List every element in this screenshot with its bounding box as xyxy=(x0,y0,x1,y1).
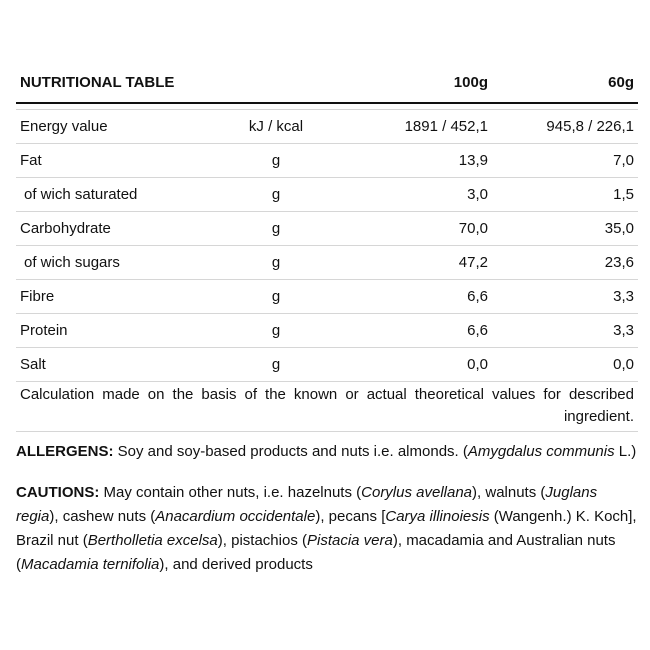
nutrient-name: of wich saturated xyxy=(24,186,138,203)
table-row-energy xyxy=(16,110,638,144)
table-header xyxy=(16,64,638,104)
cautions-statement xyxy=(16,481,638,577)
value-per-60g: 0,0 xyxy=(613,356,634,373)
nutrient-name: Fibre xyxy=(20,288,55,305)
table-row-carbohydrate xyxy=(16,212,638,246)
nutrient-unit: g xyxy=(271,322,281,339)
table-row-saturated xyxy=(16,178,638,212)
nutrient-name: Salt xyxy=(20,356,46,373)
species-walnut: Juglans regia xyxy=(16,484,598,525)
table-row-protein xyxy=(16,314,638,348)
allergens-text-end: L.) xyxy=(614,443,637,460)
nutrient-unit: g xyxy=(271,186,281,203)
value-per-60g: 7,0 xyxy=(613,152,634,169)
value-per-60g: 945,8 / 226,1 xyxy=(546,118,634,135)
nutrient-name: Energy value xyxy=(20,118,108,135)
cautions-text: (Wangenh.) K. Koch], Brazil nut ( xyxy=(16,508,637,549)
value-per-60g: 1,5 xyxy=(613,186,634,203)
allergens-statement xyxy=(16,440,638,464)
calculation-note: Calculation made on the basis of the known or actual theoretical values for described ingredient. xyxy=(16,382,638,432)
value-per-100g: 47,2 xyxy=(458,254,488,271)
value-per-100g: 1891 / 452,1 xyxy=(404,118,488,135)
cautions-text: ), pecans [ xyxy=(315,508,386,525)
value-per-100g: 70,0 xyxy=(458,220,488,237)
cautions-text: May contain other nuts, i.e. hazelnuts ( xyxy=(99,484,362,501)
value-per-100g: 0,0 xyxy=(467,356,488,373)
cautions-text-end: ), and derived products xyxy=(159,556,313,573)
table-row-fibre xyxy=(16,280,638,314)
nutrient-unit: g xyxy=(271,356,281,373)
nutrient-unit: g xyxy=(271,288,281,305)
allergens-text: Soy and soy-based products and nuts i.e. almonds. ( xyxy=(113,443,468,460)
table-row-fat xyxy=(16,144,638,178)
column-header-60g: 60g xyxy=(608,74,634,91)
species-cashew: Anacardium occidentale xyxy=(155,508,316,525)
cautions-text: ), macadamia and Australian nuts ( xyxy=(16,532,616,573)
species-pecan: Carya illinoiesis xyxy=(385,508,490,525)
nutrient-name: Fat xyxy=(20,152,42,169)
table-row-salt xyxy=(16,348,638,382)
species-brazil-nut: Bertholletia excelsa xyxy=(87,532,218,549)
table-row-sugars xyxy=(16,246,638,280)
value-per-60g: 3,3 xyxy=(613,288,634,305)
species-hazelnut: Corylus avellana xyxy=(361,484,473,501)
nutrition-sheet xyxy=(16,64,638,577)
nutrient-unit: g xyxy=(271,254,281,271)
allergens-species: Amygdalus communis xyxy=(467,443,615,460)
value-per-100g: 13,9 xyxy=(458,152,488,169)
column-header-100g: 100g xyxy=(453,74,488,91)
cautions-label: CAUTIONS: xyxy=(16,484,100,501)
nutrient-name: Carbohydrate xyxy=(20,220,111,237)
cautions-text: ), cashew nuts ( xyxy=(49,508,156,525)
nutrient-unit: kJ / kcal xyxy=(248,118,304,135)
cautions-text: ), walnuts ( xyxy=(472,484,546,501)
cautions-text: ), pistachios ( xyxy=(217,532,307,549)
value-per-60g: 35,0 xyxy=(604,220,634,237)
value-per-100g: 3,0 xyxy=(467,186,488,203)
value-per-100g: 6,6 xyxy=(467,288,488,305)
value-per-60g: 23,6 xyxy=(604,254,634,271)
species-pistachio: Pistacia vera xyxy=(306,532,393,549)
nutrient-name: of wich sugars xyxy=(24,254,120,271)
nutrient-unit: g xyxy=(271,152,281,169)
allergens-label: ALLERGENS: xyxy=(16,443,114,460)
value-per-60g: 3,3 xyxy=(613,322,634,339)
table-title: NUTRITIONAL TABLE xyxy=(20,74,175,91)
nutrient-unit: g xyxy=(271,220,281,237)
value-per-100g: 6,6 xyxy=(467,322,488,339)
nutrient-name: Protein xyxy=(20,322,68,339)
species-macadamia: Macadamia ternifolia xyxy=(21,556,160,573)
